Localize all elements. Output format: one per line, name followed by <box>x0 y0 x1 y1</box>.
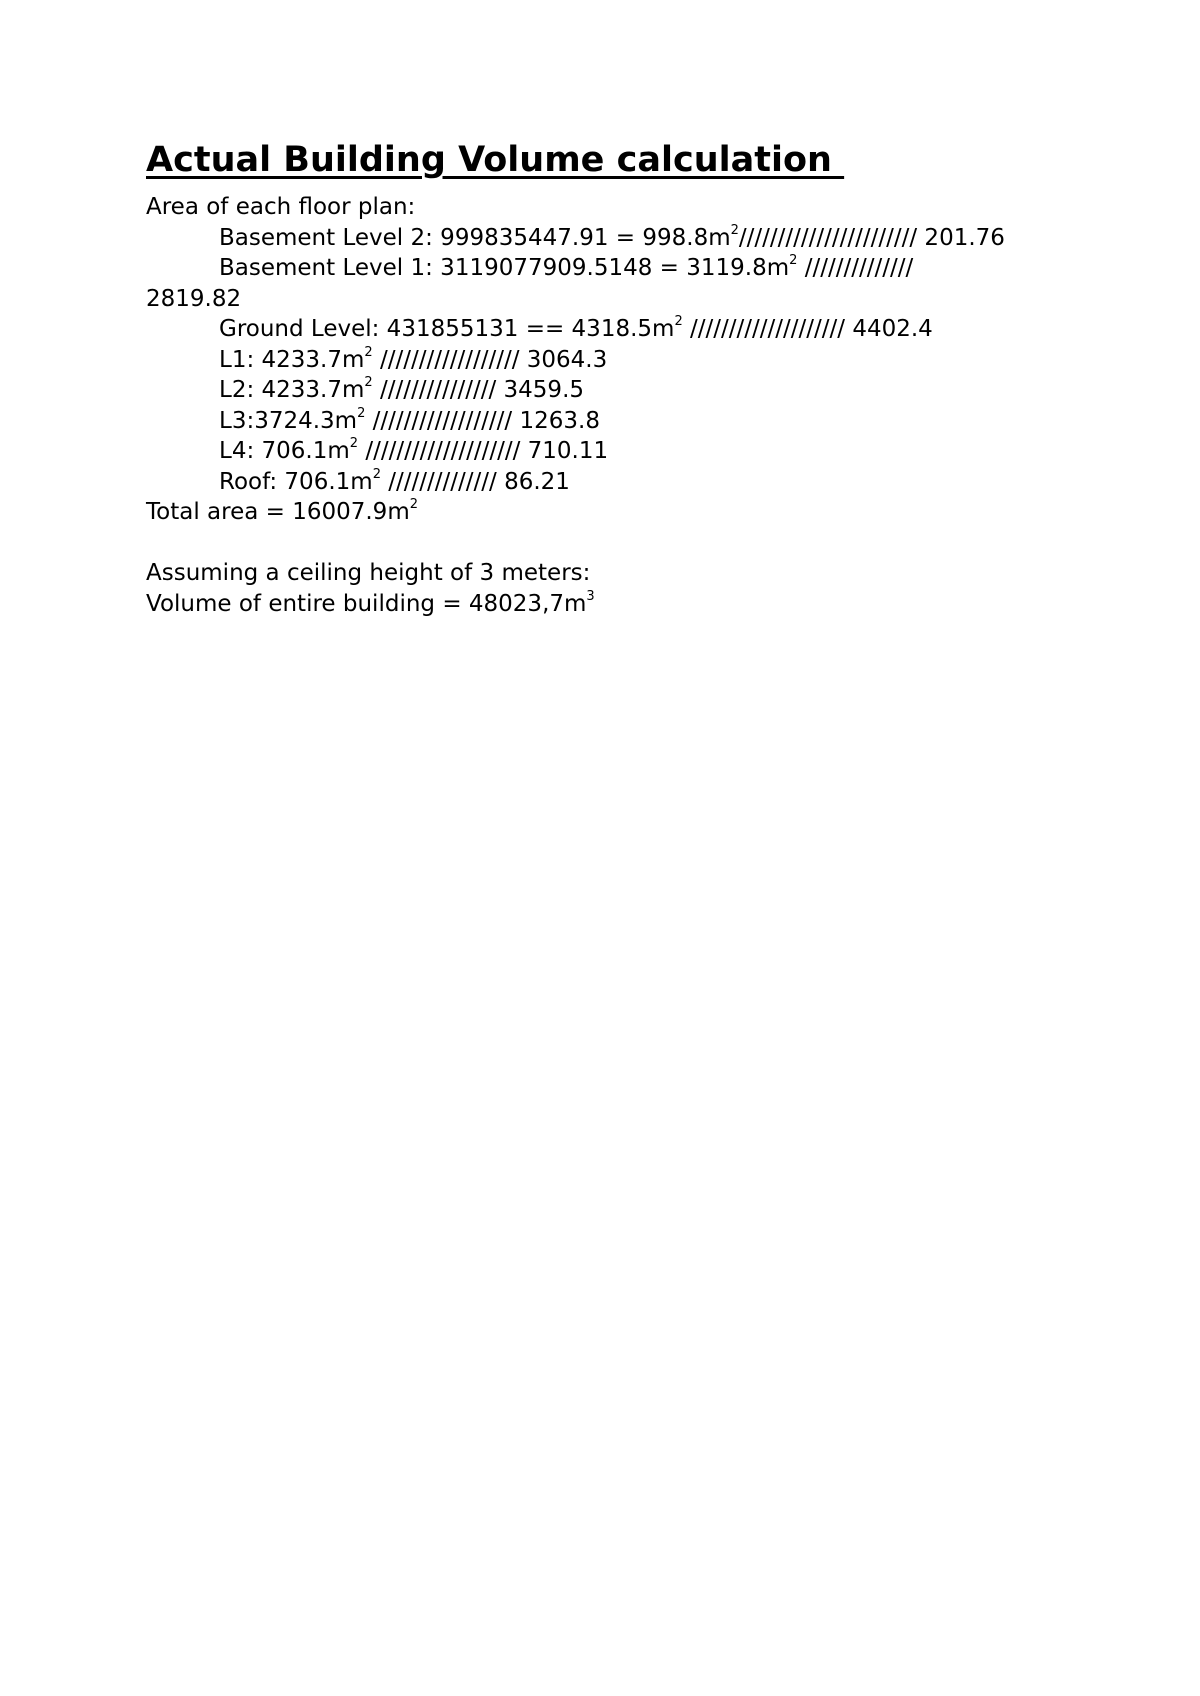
floor-tail: ////////////// <box>797 255 914 281</box>
floor-line-basement-1 <box>146 253 1146 284</box>
floor-unit-sup: 2 <box>357 405 366 421</box>
wrapped-value-line: 2819.82 <box>146 285 242 312</box>
floor-tail: /////////////////////// 201.76 <box>738 224 1005 251</box>
floor-tail: ////////////// 86.21 <box>380 468 570 495</box>
floor-text: Roof: 706.1m <box>219 468 373 495</box>
floor-unit-sup: 2 <box>364 375 373 391</box>
floor-unit-sup: 2 <box>674 314 683 330</box>
floor-line-l1 <box>146 345 1146 376</box>
floor-tail: ////////////////// 3064.3 <box>372 346 608 373</box>
total-area-text: Total area = 16007.9m <box>146 499 410 525</box>
floor-text: L4: 706.1m <box>219 438 350 464</box>
volume-text: Volume of entire building = 48023,7m <box>146 590 587 617</box>
floor-line-basement-2 <box>146 223 1146 254</box>
floor-tail: ////////////////// 1263.8 <box>365 407 600 434</box>
floor-unit-sup: 2 <box>372 466 381 482</box>
document-body <box>146 192 1146 619</box>
floor-text: L2: 4233.7m <box>219 377 365 403</box>
intro-line: Area of each floor plan: <box>146 194 416 220</box>
total-area-line <box>146 497 1146 528</box>
floor-unit-sup: 2 <box>349 436 359 452</box>
floor-tail: /////////////// 3459.5 <box>372 377 585 403</box>
document-page <box>146 140 1146 619</box>
floor-text: Ground Level: 431855131 == 4318.5m <box>219 316 675 342</box>
floor-line-l3 <box>146 406 1146 437</box>
floor-line-ground <box>146 314 1146 345</box>
total-area-sup: 2 <box>409 497 419 513</box>
floor-tail: //////////////////// 4402.4 <box>682 316 933 342</box>
blank-line <box>146 528 1146 559</box>
floor-line-l4 <box>146 436 1146 467</box>
floor-tail: //////////////////// 710.11 <box>358 438 609 464</box>
assumption-line: Assuming a ceiling height of 3 meters: <box>146 560 591 586</box>
floor-line-roof <box>146 467 1146 498</box>
floor-text: Basement Level 2: 999835447.91 = 998.8m <box>219 224 731 251</box>
volume-line <box>146 589 1146 620</box>
volume-sup: 3 <box>586 588 595 604</box>
floor-text: L3:3724.3m <box>219 407 358 434</box>
floor-text: Basement Level 1: 3119077909.5148 = 3119.8m <box>219 255 790 281</box>
floor-unit-sup: 2 <box>789 253 798 269</box>
floor-unit-sup: 2 <box>730 222 739 238</box>
floor-unit-sup: 2 <box>364 344 373 360</box>
floor-line-l2 <box>146 375 1146 406</box>
floor-text: L1: 4233.7m <box>219 346 365 373</box>
document-title: Actual Building Volume calculation <box>146 140 845 180</box>
